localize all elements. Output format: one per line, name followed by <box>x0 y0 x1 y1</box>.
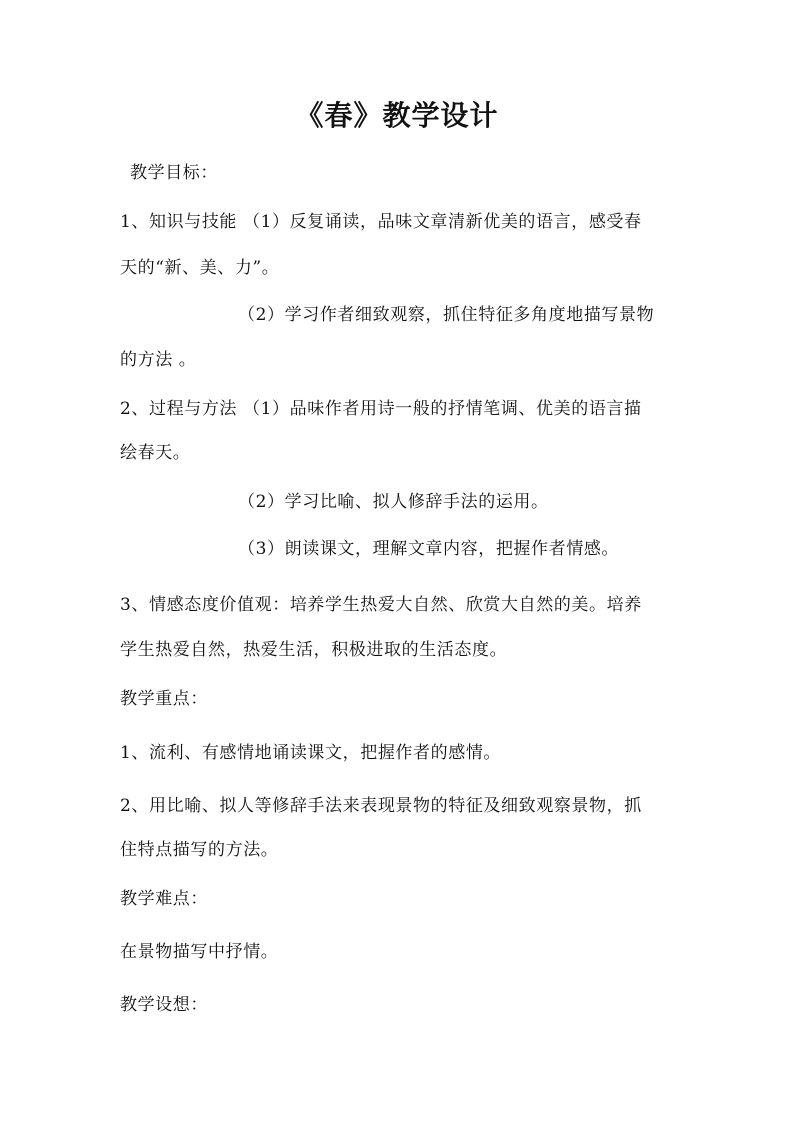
goal-2-line-2: 绘春天。 <box>120 443 191 463</box>
goal-3-line-2: 学生热爱自然，热爱生活，积极进取的生活态度。 <box>120 640 508 660</box>
goal-2-sub-2: （2）学习比喻、拟人修辞手法的运用。 <box>238 492 549 512</box>
goal-2-sub-3: （3）朗读课文，理解文章内容，把握作者情感。 <box>238 539 620 559</box>
key-point-2-line-2: 住特点描写的方法。 <box>120 840 279 860</box>
document-title: 《春》教学设计 <box>295 99 499 132</box>
key-point-1: 1、流利、有感情地诵读课文，把握作者的感情。 <box>120 743 502 763</box>
goal-1-sub-2-line-1: （2）学习作者细致观察，抓住特征多角度地描写景物 <box>238 305 655 325</box>
goal-3-line-1: 3、情感态度价值观：培养学生热爱大自然、欣赏大自然的美。培养 <box>120 595 642 615</box>
goal-1-line-1: 1、知识与技能 （1）反复诵读，品味文章清新优美的语言，感受春 <box>120 212 642 232</box>
goal-1-sub-2-line-2: 的方法 。 <box>120 350 197 370</box>
heading-difficulties: 教学难点： <box>120 889 208 909</box>
heading-teaching-goals: 教学目标： <box>130 163 218 183</box>
heading-key-points: 教学重点： <box>120 689 208 709</box>
goal-1-line-2: 天的“新、美、力”。 <box>120 258 280 278</box>
difficulty-1: 在景物描写中抒情。 <box>120 942 279 962</box>
heading-teaching-design: 教学设想： <box>120 995 208 1015</box>
goal-2-line-1: 2、过程与方法 （1）品味作者用诗一般的抒情笔调、优美的语言描 <box>120 399 642 419</box>
key-point-2-line-1: 2、用比喻、拟人等修辞手法来表现景物的特征及细致观察景物，抓 <box>120 796 642 816</box>
